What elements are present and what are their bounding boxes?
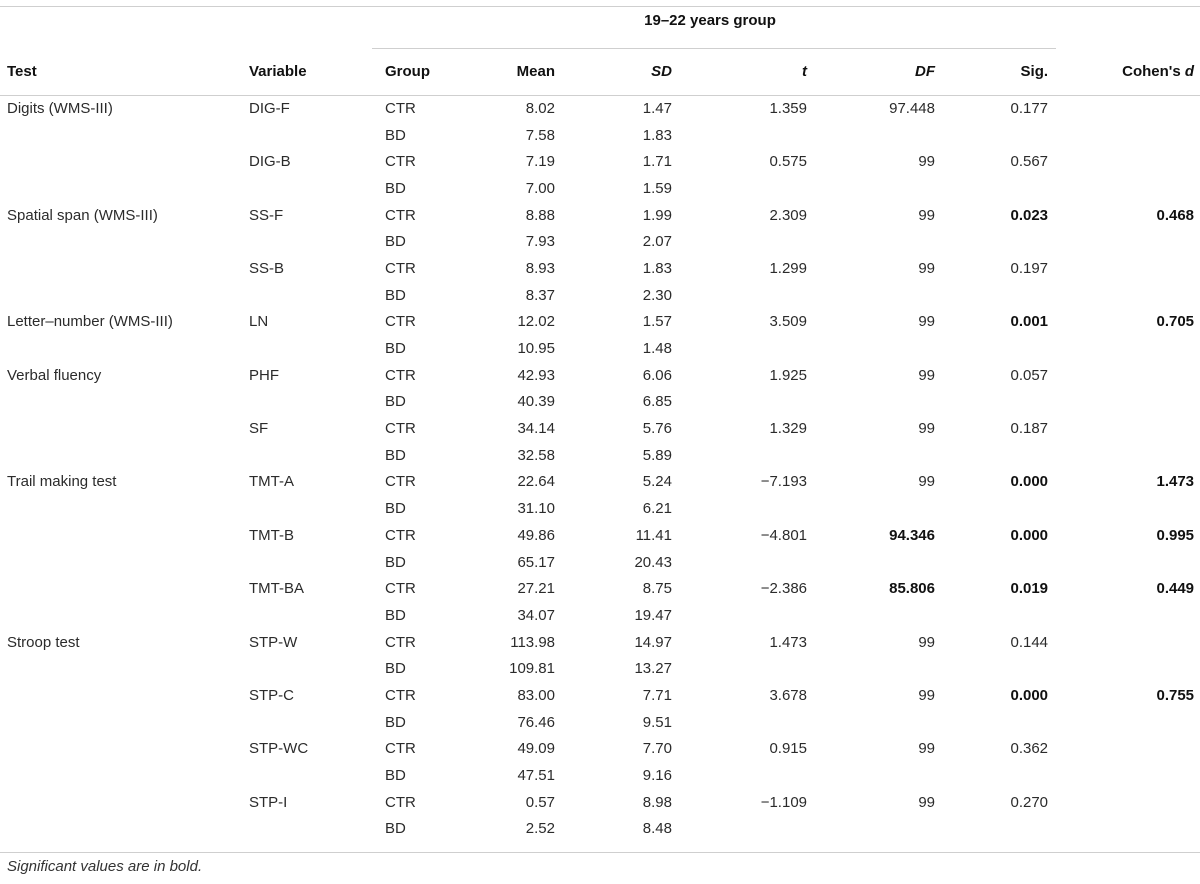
cell-t bbox=[672, 389, 807, 416]
cell-test bbox=[0, 736, 249, 763]
cell-group: BD bbox=[385, 606, 406, 624]
cell-df bbox=[807, 335, 935, 362]
cell-test: Letter–number (WMS-III) bbox=[7, 313, 173, 331]
cell-sd: 7.71 bbox=[642, 686, 672, 704]
cell-variable bbox=[249, 175, 372, 202]
cohen-label: Cohen's bbox=[1122, 63, 1181, 80]
cell-df bbox=[807, 122, 935, 149]
cell-group: CTR bbox=[385, 153, 416, 171]
cell-test: Trail making test bbox=[7, 473, 117, 491]
cell-sig: 0.144 bbox=[1010, 633, 1049, 651]
cell-mean: 0.57 bbox=[525, 793, 555, 811]
cell-test bbox=[0, 816, 249, 843]
cell-d bbox=[1048, 655, 1200, 682]
cell-variable bbox=[249, 655, 372, 682]
table-row bbox=[0, 175, 1200, 202]
cell-df bbox=[807, 762, 935, 789]
cell-t: −2.386 bbox=[760, 580, 807, 598]
cell-mean: 76.46 bbox=[517, 713, 555, 731]
cell-sig bbox=[935, 655, 1048, 682]
cell-d bbox=[1048, 122, 1200, 149]
cell-group: CTR bbox=[385, 580, 416, 598]
cell-d bbox=[1048, 228, 1200, 255]
cell-d bbox=[1048, 255, 1200, 282]
cell-group: CTR bbox=[385, 420, 416, 438]
cell-test bbox=[0, 682, 249, 709]
cell-sd: 2.30 bbox=[642, 286, 672, 304]
cell-variable: SS-B bbox=[249, 259, 285, 277]
table-row bbox=[0, 655, 1200, 682]
col-header-mean: Mean bbox=[516, 63, 555, 80]
cell-d bbox=[1048, 362, 1200, 389]
cell-group: BD bbox=[385, 820, 406, 838]
table-row bbox=[0, 389, 1200, 416]
cell-sig: 0.001 bbox=[1010, 313, 1049, 331]
cell-sd: 6.06 bbox=[642, 366, 672, 384]
cell-test bbox=[0, 255, 249, 282]
cell-mean: 10.95 bbox=[517, 340, 555, 358]
cell-sig bbox=[935, 122, 1048, 149]
cell-sd: 1.59 bbox=[642, 179, 672, 197]
table-row bbox=[0, 736, 1200, 763]
cell-variable bbox=[249, 602, 372, 629]
cell-test bbox=[0, 175, 249, 202]
table-row bbox=[0, 709, 1200, 736]
col-header-sig: Sig. bbox=[1020, 63, 1049, 80]
cell-sd: 1.47 bbox=[642, 99, 672, 117]
table-row bbox=[0, 495, 1200, 522]
cell-sig bbox=[935, 282, 1048, 309]
cell-sd: 20.43 bbox=[634, 553, 672, 571]
cell-t: 0.575 bbox=[769, 153, 807, 171]
cell-group: CTR bbox=[385, 259, 416, 277]
cell-mean: 8.37 bbox=[525, 286, 555, 304]
cell-mean: 7.58 bbox=[525, 126, 555, 144]
cell-sd: 7.70 bbox=[642, 740, 672, 758]
cell-d bbox=[1048, 816, 1200, 843]
cell-sd: 19.47 bbox=[634, 606, 672, 624]
cell-mean: 31.10 bbox=[517, 500, 555, 518]
cell-d: 0.449 bbox=[1156, 580, 1195, 598]
cell-df: 99 bbox=[918, 206, 935, 224]
cell-variable bbox=[249, 282, 372, 309]
cell-t bbox=[672, 335, 807, 362]
cell-d bbox=[1048, 789, 1200, 816]
cell-t bbox=[672, 228, 807, 255]
table-row bbox=[0, 682, 1200, 709]
cell-d: 0.705 bbox=[1156, 313, 1195, 331]
cell-variable bbox=[249, 495, 372, 522]
cell-df bbox=[807, 389, 935, 416]
cell-sig bbox=[935, 549, 1048, 576]
cell-variable: DIG-B bbox=[249, 153, 291, 171]
cell-mean: 47.51 bbox=[517, 767, 555, 785]
cell-sig bbox=[935, 816, 1048, 843]
cell-df: 97.448 bbox=[889, 99, 935, 117]
col-header-cohens-d bbox=[1048, 48, 1200, 95]
table-row bbox=[0, 762, 1200, 789]
cell-variable bbox=[249, 335, 372, 362]
table-row bbox=[0, 442, 1200, 469]
cell-variable bbox=[249, 442, 372, 469]
cell-mean: 42.93 bbox=[517, 366, 555, 384]
cell-sig: 0.057 bbox=[1010, 366, 1049, 384]
cell-df: 99 bbox=[918, 153, 935, 171]
cell-t bbox=[672, 816, 807, 843]
col-header-df: DF bbox=[915, 63, 935, 80]
cell-variable: TMT-BA bbox=[249, 580, 304, 598]
table-row bbox=[0, 122, 1200, 149]
cell-sd: 6.85 bbox=[642, 393, 672, 411]
cell-test bbox=[0, 762, 249, 789]
cell-sig: 0.187 bbox=[1010, 420, 1049, 438]
cell-group: BD bbox=[385, 393, 406, 411]
cell-d bbox=[1048, 95, 1200, 122]
cell-group: CTR bbox=[385, 793, 416, 811]
cell-mean: 34.07 bbox=[517, 606, 555, 624]
cell-sig bbox=[935, 442, 1048, 469]
cell-mean: 8.93 bbox=[525, 259, 555, 277]
cell-t: −4.801 bbox=[760, 526, 807, 544]
cell-mean: 34.14 bbox=[517, 420, 555, 438]
cell-sig bbox=[935, 389, 1048, 416]
cell-variable bbox=[249, 549, 372, 576]
cell-group: BD bbox=[385, 446, 406, 464]
cell-df bbox=[807, 709, 935, 736]
cell-variable: STP-C bbox=[249, 686, 294, 704]
cell-sig: 0.000 bbox=[1010, 526, 1049, 544]
cell-mean: 32.58 bbox=[517, 446, 555, 464]
cell-variable bbox=[249, 228, 372, 255]
cell-sd: 5.24 bbox=[642, 473, 672, 491]
cell-variable: TMT-A bbox=[249, 473, 294, 491]
cell-variable: STP-WC bbox=[249, 740, 309, 758]
col-header-test: Test bbox=[7, 63, 37, 80]
table-row bbox=[0, 228, 1200, 255]
cell-t: 1.329 bbox=[769, 420, 807, 438]
table-bottom-rule bbox=[0, 852, 1200, 853]
cell-t bbox=[672, 175, 807, 202]
cell-variable: SF bbox=[249, 420, 269, 438]
cell-d bbox=[1048, 602, 1200, 629]
cell-test bbox=[0, 789, 249, 816]
cell-d bbox=[1048, 762, 1200, 789]
cell-df bbox=[807, 282, 935, 309]
cohen-d-symbol: d bbox=[1184, 63, 1195, 80]
cell-variable: LN bbox=[249, 313, 269, 331]
cell-group: BD bbox=[385, 767, 406, 785]
table-body bbox=[0, 95, 1200, 842]
cell-sd: 8.75 bbox=[642, 580, 672, 598]
cell-sd: 11.41 bbox=[635, 526, 672, 544]
cell-mean: 2.52 bbox=[525, 820, 555, 838]
cell-group: BD bbox=[385, 713, 406, 731]
cell-test: Spatial span (WMS-III) bbox=[7, 206, 158, 224]
cell-group: CTR bbox=[385, 740, 416, 758]
cell-df: 99 bbox=[918, 740, 935, 758]
cell-df: 99 bbox=[918, 793, 935, 811]
cell-t: −7.193 bbox=[760, 473, 807, 491]
cell-t: 2.309 bbox=[769, 206, 807, 224]
cell-df bbox=[807, 175, 935, 202]
col-header-t: t bbox=[802, 63, 807, 80]
cell-sig: 0.177 bbox=[1010, 99, 1049, 117]
table-footnote: Significant values are in bold. bbox=[7, 858, 203, 875]
cell-group: CTR bbox=[385, 99, 416, 117]
cell-d: 0.468 bbox=[1156, 206, 1195, 224]
cell-df bbox=[807, 602, 935, 629]
cell-sd: 8.48 bbox=[642, 820, 672, 838]
table-row bbox=[0, 95, 1200, 122]
cell-df: 99 bbox=[918, 686, 935, 704]
table-row bbox=[0, 549, 1200, 576]
cell-sd: 6.21 bbox=[642, 500, 672, 518]
table-row bbox=[0, 522, 1200, 549]
cell-group: BD bbox=[385, 126, 406, 144]
cell-variable bbox=[249, 762, 372, 789]
cell-mean: 22.64 bbox=[517, 473, 555, 491]
cell-variable bbox=[249, 122, 372, 149]
table-row bbox=[0, 816, 1200, 843]
cell-test bbox=[0, 228, 249, 255]
cell-mean: 7.19 bbox=[525, 153, 555, 171]
cell-test bbox=[0, 495, 249, 522]
table-row bbox=[0, 255, 1200, 282]
cell-variable: STP-I bbox=[249, 793, 288, 811]
table-row bbox=[0, 575, 1200, 602]
cell-d bbox=[1048, 736, 1200, 763]
cell-sd: 5.89 bbox=[642, 446, 672, 464]
cell-d bbox=[1048, 389, 1200, 416]
cell-t: 1.359 bbox=[769, 99, 807, 117]
cell-mean: 7.00 bbox=[525, 179, 555, 197]
cell-t bbox=[672, 122, 807, 149]
cell-t bbox=[672, 709, 807, 736]
cell-sd: 2.07 bbox=[642, 233, 672, 251]
cell-variable: SS-F bbox=[249, 206, 284, 224]
cell-t: 3.678 bbox=[769, 686, 807, 704]
cell-d bbox=[1048, 549, 1200, 576]
cell-df bbox=[807, 549, 935, 576]
cell-sig bbox=[935, 602, 1048, 629]
cell-mean: 65.17 bbox=[517, 553, 555, 571]
cell-test bbox=[0, 575, 249, 602]
cell-d bbox=[1048, 335, 1200, 362]
cell-sig bbox=[935, 495, 1048, 522]
cell-sd: 1.48 bbox=[642, 340, 672, 358]
cell-mean: 83.00 bbox=[517, 686, 555, 704]
cell-sig bbox=[935, 335, 1048, 362]
cell-mean: 8.88 bbox=[525, 206, 555, 224]
cell-sig: 0.567 bbox=[1010, 153, 1049, 171]
table-row bbox=[0, 148, 1200, 175]
cell-t: 1.299 bbox=[769, 259, 807, 277]
cell-group: BD bbox=[385, 660, 406, 678]
table-row bbox=[0, 789, 1200, 816]
cell-df bbox=[807, 655, 935, 682]
table-row bbox=[0, 469, 1200, 496]
cell-group: CTR bbox=[385, 366, 416, 384]
cell-df bbox=[807, 442, 935, 469]
cell-t bbox=[672, 762, 807, 789]
cell-sd: 13.27 bbox=[634, 660, 672, 678]
cell-d bbox=[1048, 709, 1200, 736]
cell-sd: 8.98 bbox=[642, 793, 672, 811]
cell-sig bbox=[935, 709, 1048, 736]
cell-group: BD bbox=[385, 500, 406, 518]
cell-group: BD bbox=[385, 553, 406, 571]
cell-df: 85.806 bbox=[889, 580, 935, 598]
cell-t: −1.109 bbox=[760, 793, 807, 811]
cell-t: 0.915 bbox=[769, 740, 807, 758]
cell-d: 0.995 bbox=[1156, 526, 1195, 544]
cell-df: 99 bbox=[918, 313, 935, 331]
cell-t bbox=[672, 602, 807, 629]
col-header-group: Group bbox=[385, 63, 430, 80]
cell-df: 99 bbox=[918, 259, 935, 277]
cell-variable bbox=[249, 709, 372, 736]
cell-test bbox=[0, 522, 249, 549]
table-row bbox=[0, 629, 1200, 656]
cell-mean: 27.21 bbox=[517, 580, 555, 598]
cell-df: 99 bbox=[918, 366, 935, 384]
cell-t: 3.509 bbox=[769, 313, 807, 331]
cell-sd: 14.97 bbox=[634, 633, 672, 651]
cell-mean: 8.02 bbox=[525, 99, 555, 117]
cell-test bbox=[0, 549, 249, 576]
cell-mean: 40.39 bbox=[517, 393, 555, 411]
table-row bbox=[0, 602, 1200, 629]
cell-t: 1.925 bbox=[769, 366, 807, 384]
cell-mean: 109.81 bbox=[509, 660, 555, 678]
cell-group: BD bbox=[385, 179, 406, 197]
cell-test bbox=[0, 148, 249, 175]
cell-test: Digits (WMS-III) bbox=[7, 99, 113, 117]
cell-test bbox=[0, 389, 249, 416]
cell-sig: 0.197 bbox=[1010, 259, 1049, 277]
cell-sig: 0.000 bbox=[1010, 473, 1049, 491]
cell-df: 99 bbox=[918, 633, 935, 651]
cell-t bbox=[672, 442, 807, 469]
cell-df: 94.346 bbox=[889, 526, 935, 544]
cell-mean: 113.98 bbox=[510, 633, 555, 651]
cell-variable bbox=[249, 389, 372, 416]
group-header: 19–22 years group bbox=[644, 11, 776, 29]
cell-sd: 9.51 bbox=[642, 713, 672, 731]
cell-sd: 1.57 bbox=[642, 313, 672, 331]
cell-test bbox=[0, 282, 249, 309]
cell-test: Verbal fluency bbox=[7, 366, 102, 384]
cell-mean: 49.86 bbox=[517, 526, 555, 544]
cell-d bbox=[1048, 415, 1200, 442]
cell-d: 1.473 bbox=[1156, 473, 1195, 491]
cell-sig bbox=[935, 228, 1048, 255]
cell-sig bbox=[935, 175, 1048, 202]
cell-test bbox=[0, 655, 249, 682]
cell-variable: DIG-F bbox=[249, 99, 290, 117]
cell-test: Stroop test bbox=[7, 633, 80, 651]
cell-d bbox=[1048, 495, 1200, 522]
cell-sd: 9.16 bbox=[642, 767, 672, 785]
cell-sd: 5.76 bbox=[642, 420, 672, 438]
cell-sig bbox=[935, 762, 1048, 789]
cell-mean: 49.09 bbox=[517, 740, 555, 758]
cell-group: CTR bbox=[385, 526, 416, 544]
cell-df bbox=[807, 816, 935, 843]
cell-d bbox=[1048, 442, 1200, 469]
cell-sig: 0.000 bbox=[1010, 686, 1049, 704]
cell-variable: TMT-B bbox=[249, 526, 294, 544]
table-row bbox=[0, 362, 1200, 389]
cell-t bbox=[672, 655, 807, 682]
table-row bbox=[0, 202, 1200, 229]
cell-test bbox=[0, 709, 249, 736]
table-row bbox=[0, 309, 1200, 336]
cell-test bbox=[0, 415, 249, 442]
cell-d bbox=[1048, 148, 1200, 175]
cell-variable: STP-W bbox=[249, 633, 298, 651]
cell-group: CTR bbox=[385, 686, 416, 704]
cell-test bbox=[0, 122, 249, 149]
cell-sig: 0.270 bbox=[1010, 793, 1049, 811]
cell-d bbox=[1048, 629, 1200, 656]
cell-group: CTR bbox=[385, 206, 416, 224]
cell-d bbox=[1048, 282, 1200, 309]
cell-t bbox=[672, 282, 807, 309]
cell-test bbox=[0, 442, 249, 469]
table-row bbox=[0, 335, 1200, 362]
cell-t bbox=[672, 495, 807, 522]
cell-group: BD bbox=[385, 340, 406, 358]
table-row bbox=[0, 282, 1200, 309]
cell-group: BD bbox=[385, 286, 406, 304]
cell-sd: 1.83 bbox=[642, 126, 672, 144]
cell-d bbox=[1048, 175, 1200, 202]
cell-mean: 12.02 bbox=[517, 313, 555, 331]
col-header-variable: Variable bbox=[249, 63, 307, 80]
cell-group: BD bbox=[385, 233, 406, 251]
cell-variable: PHF bbox=[249, 366, 279, 384]
cell-t bbox=[672, 549, 807, 576]
cell-sig: 0.019 bbox=[1010, 580, 1049, 598]
cell-sig: 0.023 bbox=[1010, 206, 1049, 224]
cell-d: 0.755 bbox=[1156, 686, 1195, 704]
cell-sd: 1.71 bbox=[642, 153, 672, 171]
cell-df bbox=[807, 495, 935, 522]
col-header-sd: SD bbox=[651, 63, 672, 80]
cell-sd: 1.99 bbox=[642, 206, 672, 224]
cell-df: 99 bbox=[918, 473, 935, 491]
cell-df bbox=[807, 228, 935, 255]
cell-df: 99 bbox=[918, 420, 935, 438]
table-row bbox=[0, 415, 1200, 442]
cell-group: CTR bbox=[385, 473, 416, 491]
cell-test bbox=[0, 335, 249, 362]
cell-group: CTR bbox=[385, 633, 416, 651]
cell-group: CTR bbox=[385, 313, 416, 331]
cell-t: 1.473 bbox=[769, 633, 807, 651]
cell-mean: 7.93 bbox=[525, 233, 555, 251]
cell-test bbox=[0, 602, 249, 629]
cell-sd: 1.83 bbox=[642, 259, 672, 277]
cell-variable bbox=[249, 816, 372, 843]
cell-sig: 0.362 bbox=[1010, 740, 1049, 758]
